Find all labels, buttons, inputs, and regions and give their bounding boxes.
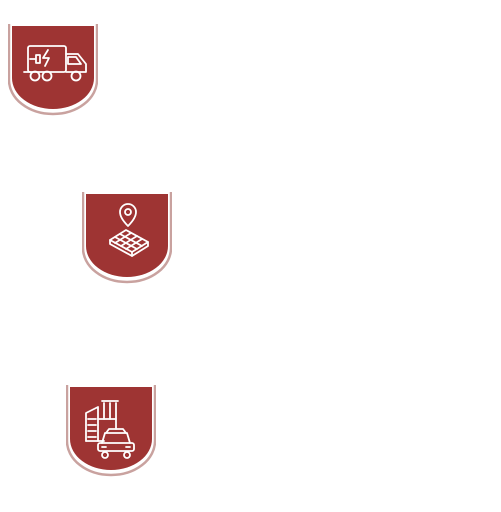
badge-shield: [12, 26, 94, 109]
badge-factory-car: [66, 385, 156, 477]
badge-electric-truck: [8, 24, 98, 116]
badge-location-grid: [82, 192, 172, 284]
